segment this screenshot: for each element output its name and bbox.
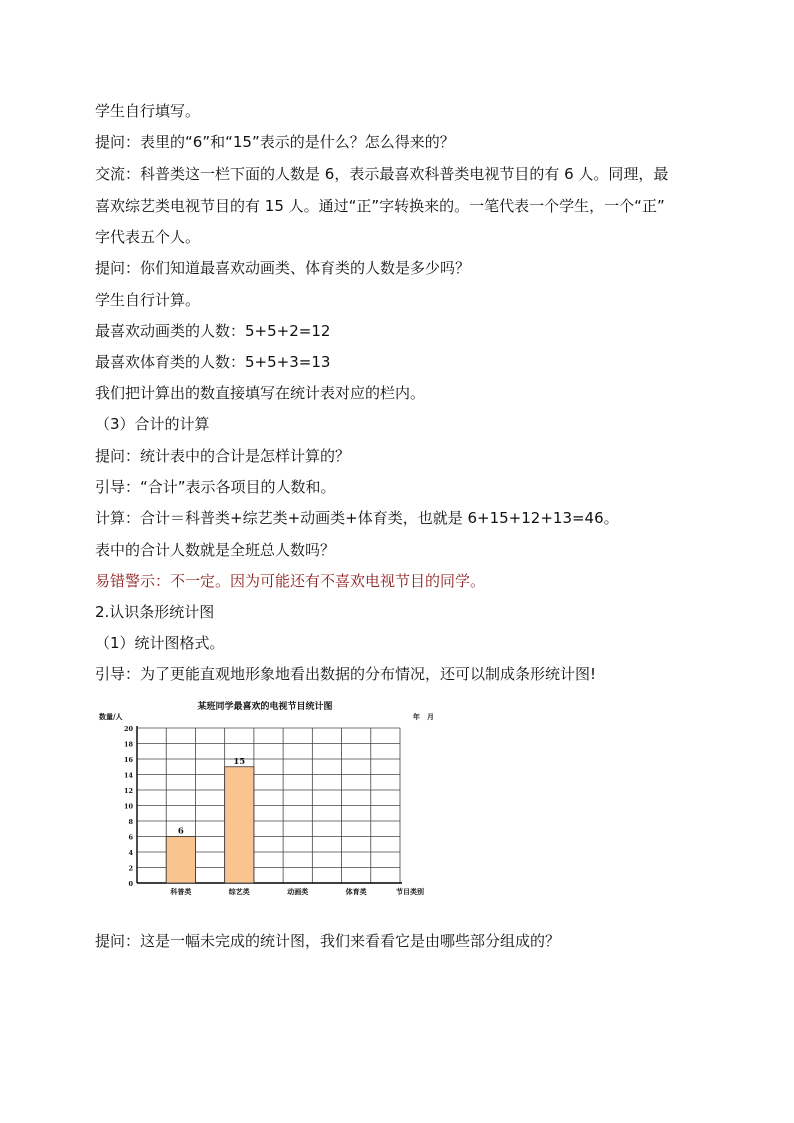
chart-title: 某班同学最喜欢的电视节目统计图: [197, 702, 333, 712]
text-line: 最喜欢体育类的人数：5+5+3=13: [95, 353, 331, 371]
text-line: 学生自行计算。: [95, 291, 201, 309]
category-label: 体育类: [345, 887, 367, 896]
bar: [166, 837, 195, 884]
bar-chart: [95, 695, 440, 900]
bar-chart-svg: [95, 695, 440, 900]
y-tick-label: 2: [128, 864, 133, 873]
chart-labels: [99, 700, 434, 896]
x-axis-label: 节目类别: [396, 887, 424, 896]
y-tick-label: 8: [128, 818, 133, 826]
text-line: 交流：科普类这一栏下面的人数是 6，表示最喜欢科普类电视节目的有 6 人。同理，最: [95, 165, 669, 183]
section-heading: （3）合计的计算: [95, 415, 210, 433]
text-line: 喜欢综艺类电视节目的有 15 人。通过“正”字转换来的。一笔代表一个学生，一个“正”: [95, 197, 665, 215]
y-axis-label: 数量/人: [99, 712, 123, 721]
text-line: 计算：合计＝科普类+综艺类+动画类+体育类，也就是 6+15+12+13=46。: [95, 509, 619, 527]
text-line: 提问：这是一幅未完成的统计图，我们来看看它是由哪些部分组成的？: [95, 932, 561, 950]
y-tick-label: 18: [123, 740, 133, 749]
text-line: 提问：统计表中的合计是怎样计算的？: [95, 447, 351, 465]
data-label: 6: [177, 826, 184, 837]
y-tick-label: 14: [123, 771, 133, 780]
bar: [225, 767, 254, 883]
text-line: 最喜欢动画类的人数：5+5+2=12: [95, 322, 331, 340]
y-tick-label: 16: [123, 756, 133, 764]
date-label: 年 月: [413, 712, 434, 721]
y-tick-label: 6: [128, 833, 133, 842]
warning-text: 易错警示：不一定。因为可能还有不喜欢电视节目的同学。: [95, 572, 486, 590]
category-label: 动画类: [287, 887, 309, 896]
text-line: 提问：你们知道最喜欢动画类、体育类的人数是多少吗？: [95, 259, 471, 277]
text-line: 引导：为了更能直观地形象地看出数据的分布情况，还可以制成条形统计图!: [95, 665, 597, 683]
section-heading: （1）统计图格式。: [95, 634, 225, 652]
section-heading: 2.认识条形统计图: [95, 603, 215, 621]
text-line: 提问：表里的“6”和“15”表示的是什么？怎么得来的？: [95, 133, 455, 151]
text-line: 表中的合计人数就是全班总人数吗？: [95, 541, 336, 559]
category-label: 科普类: [170, 887, 192, 896]
chart-bars: [166, 767, 254, 883]
y-tick-label: 12: [123, 787, 133, 795]
category-label: 综艺类: [228, 887, 250, 896]
y-tick-label: 4: [128, 849, 133, 857]
data-label: 15: [233, 756, 246, 767]
y-tick-label: 0: [128, 880, 133, 888]
y-tick-label: 10: [123, 802, 133, 811]
text-line: 我们把计算出的数直接填写在统计表对应的栏内。: [95, 384, 426, 402]
text-line: 学生自行填写。: [95, 102, 201, 120]
text-line: 引导：“合计”表示各项目的人数和。: [95, 478, 336, 496]
y-tick-label: 20: [123, 725, 133, 733]
text-line: 字代表五个人。: [95, 228, 201, 246]
